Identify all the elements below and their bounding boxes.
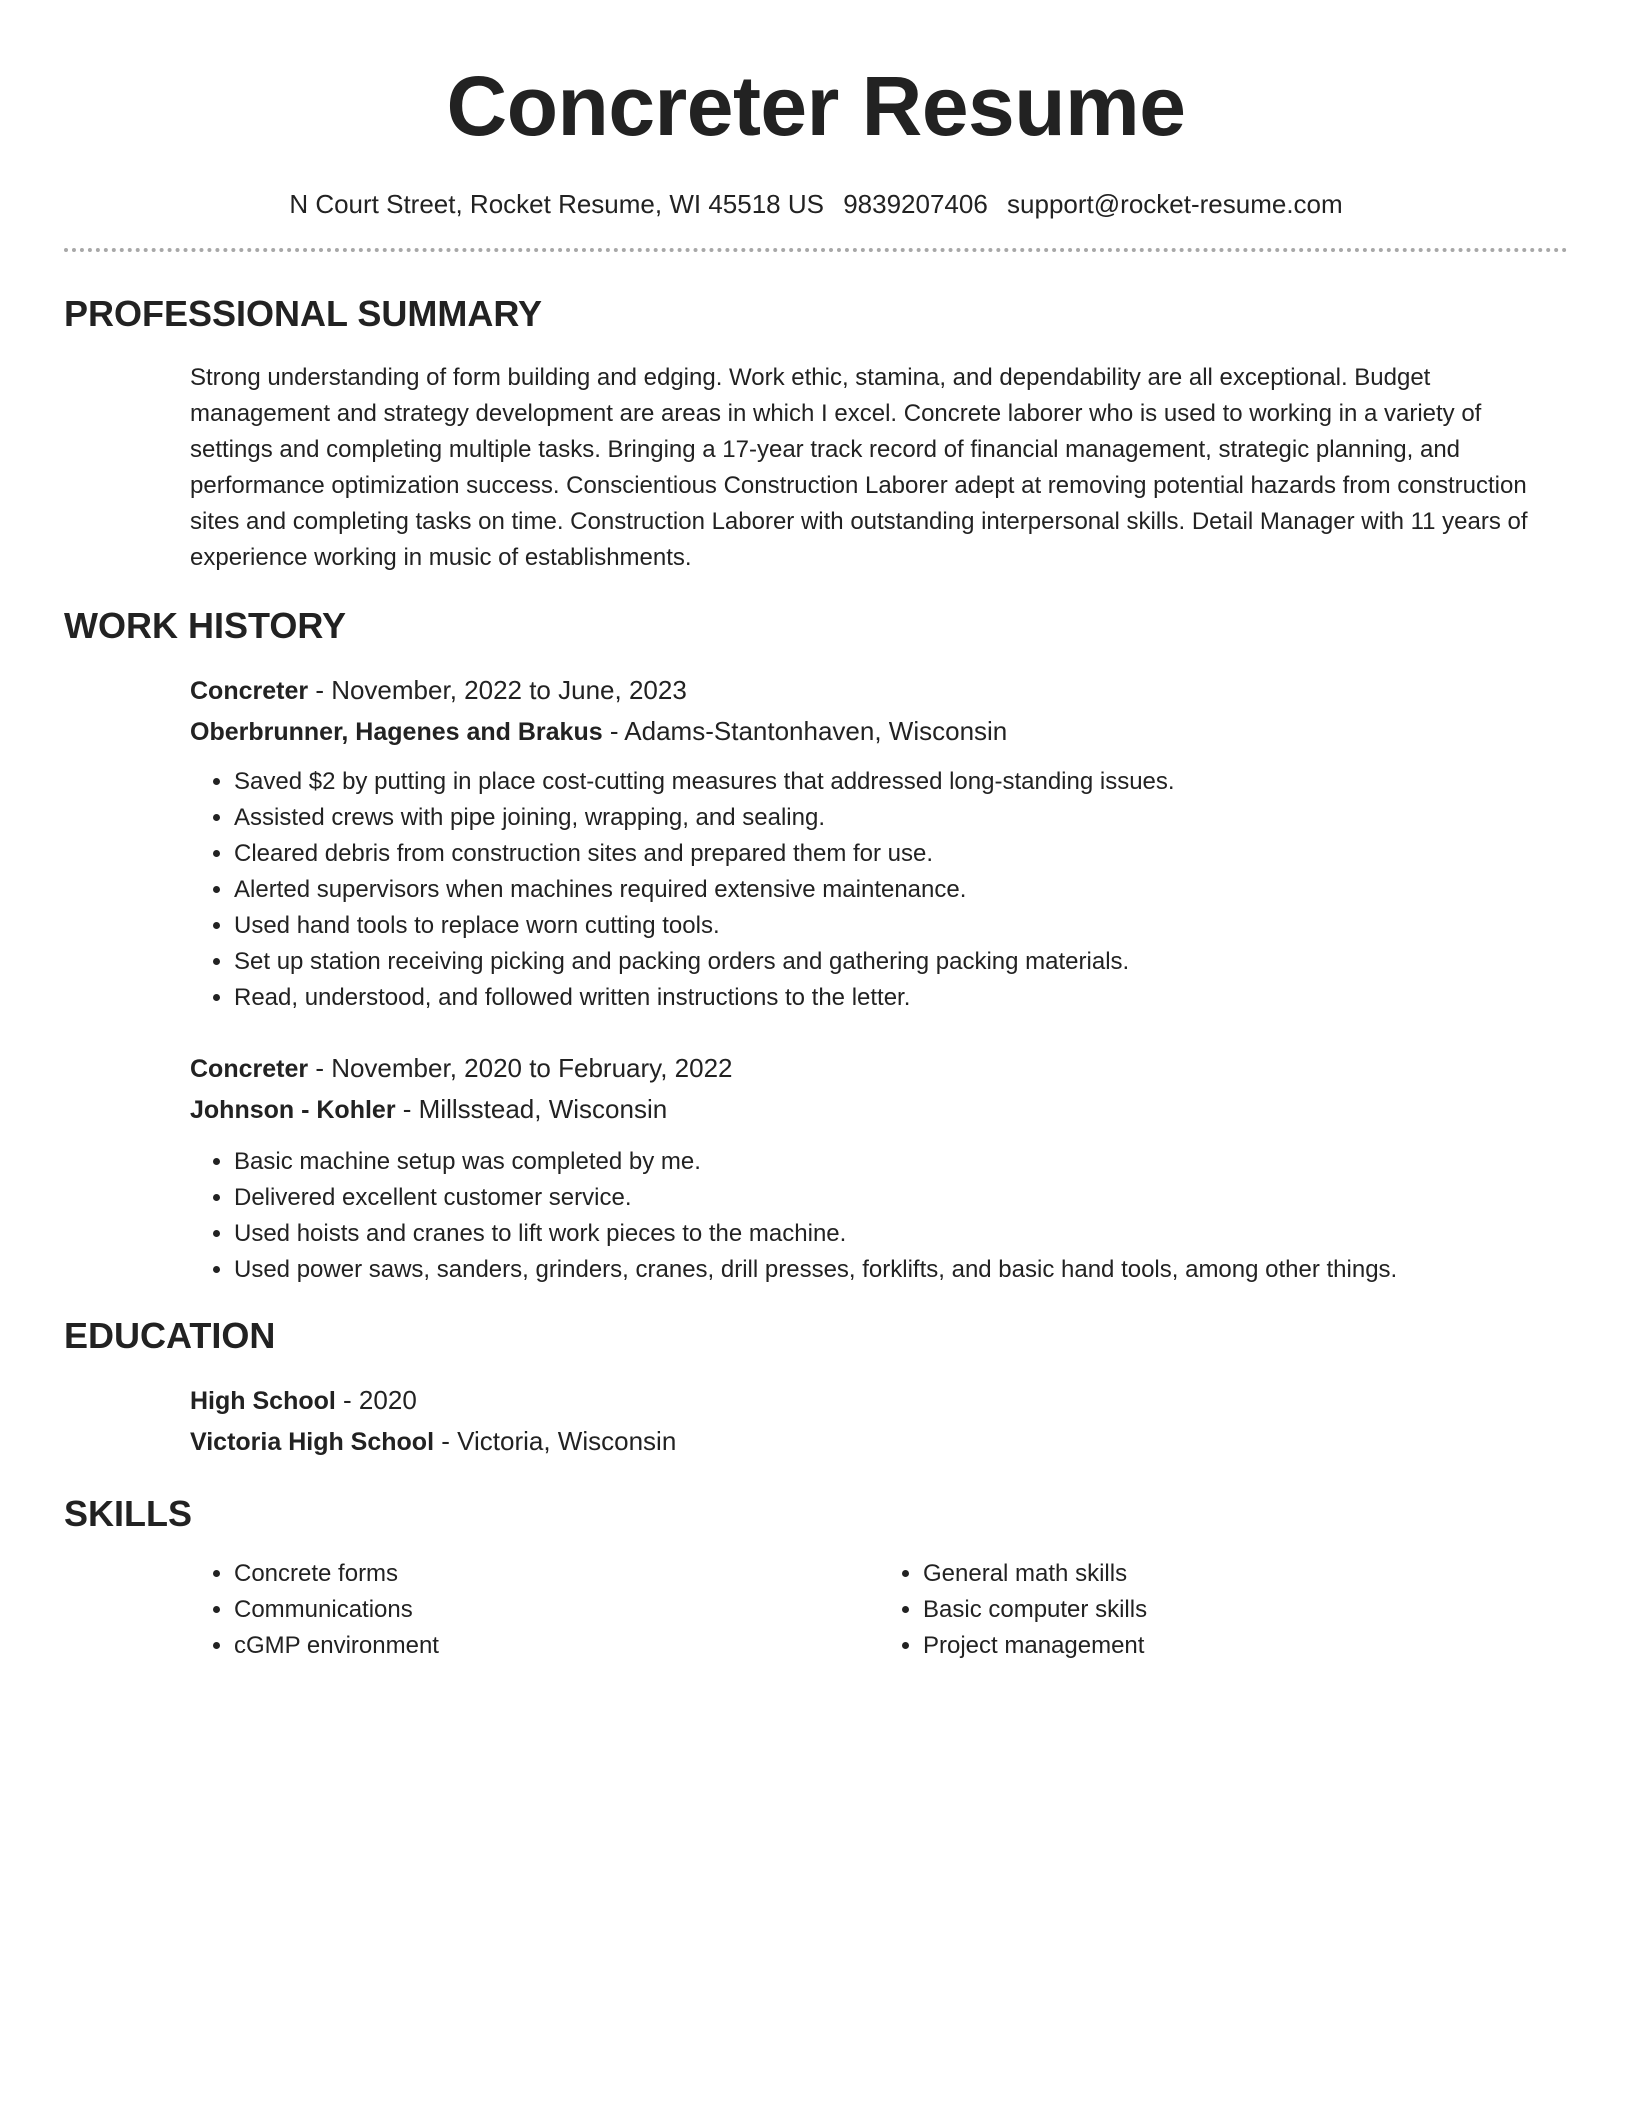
header-divider bbox=[64, 248, 1568, 252]
job-duty: • Used power saws, sanders, grinders, cranes, drill presses, forklifts, and basic hand tools, among other things. bbox=[234, 1252, 1568, 1288]
contact-email: support@rocket-resume.com bbox=[1007, 189, 1343, 219]
job-duty: • Cleared debris from construction sites and prepared them for use. bbox=[234, 836, 1568, 872]
skill-item: • General math skills bbox=[923, 1556, 1568, 1592]
education-school-line bbox=[190, 1421, 1568, 1462]
skill-item: • Concrete forms bbox=[234, 1556, 879, 1592]
job-duty: • Assisted crews with pipe joining, wrapping, and sealing. bbox=[234, 800, 1568, 836]
skills-list-right bbox=[879, 1556, 1568, 1664]
job-company: Oberbrunner, Hagenes and Brakus bbox=[190, 718, 603, 746]
skill-item: • Project management bbox=[923, 1628, 1568, 1664]
skills-section bbox=[64, 1492, 1568, 1664]
job-duty: • Saved $2 by putting in place cost-cutting measures that addressed long-standing issues. bbox=[234, 764, 1568, 800]
job-title: Concreter bbox=[190, 1055, 309, 1083]
summary-heading: PROFESSIONAL SUMMARY bbox=[64, 293, 543, 334]
job-duties-list bbox=[190, 764, 1568, 1016]
education-degree: High School bbox=[190, 1387, 336, 1415]
education-year: - 2020 bbox=[335, 1385, 417, 1415]
education-degree-line bbox=[190, 1380, 1568, 1421]
job-duty: • Used hoists and cranes to lift work pieces to the machine. bbox=[234, 1216, 1568, 1252]
job-duty: • Used hand tools to replace worn cutting tools. bbox=[234, 908, 1568, 944]
job-company-line bbox=[190, 1089, 1568, 1130]
education-location: - Victoria, Wisconsin bbox=[434, 1426, 677, 1456]
job-duty: • Basic machine setup was completed by me. bbox=[234, 1144, 1568, 1180]
job-duty: • Read, understood, and followed written instructions to the letter. bbox=[234, 980, 1568, 1016]
job-title-line bbox=[190, 1048, 1568, 1089]
job-location: - Adams-Stantonhaven, Wisconsin bbox=[602, 716, 1008, 746]
education-section bbox=[64, 1314, 1568, 1462]
contact-phone: 9839207406 bbox=[843, 189, 988, 219]
skills-heading: SKILLS bbox=[64, 1493, 193, 1534]
job-duty: • Set up station receiving picking and packing orders and gathering packing materials. bbox=[234, 944, 1568, 980]
resume-page bbox=[64, 0, 1568, 1664]
work-history-section bbox=[64, 604, 1568, 1288]
job-duty: • Alerted supervisors when machines required extensive maintenance. bbox=[234, 872, 1568, 908]
job-entry bbox=[190, 1048, 1568, 1288]
resume-title: Concreter Resume bbox=[446, 59, 1186, 153]
summary-text: Strong understanding of form building and edging. Work ethic, stamina, and dependability are all exceptional. Budget management and strategy development are areas in which I excel. Concrete laborer who is used to working in a variety of settings and completing multiple tasks. Bringing a 17-year track record of financial management, strategic planning, and performance optimization success. Conscientious Construction Laborer adept at removing potential hazards from construction sites and completing tasks on time. Construction Laborer with outstanding interpersonal skills. Detail Manager with 11 years of experience working in music of establishments. bbox=[190, 364, 1528, 571]
skills-list-left bbox=[190, 1556, 879, 1664]
education-school: Victoria High School bbox=[190, 1428, 435, 1456]
job-duty: • Delivered excellent customer service. bbox=[234, 1180, 1568, 1216]
job-entry bbox=[190, 670, 1568, 1016]
job-title-line bbox=[190, 670, 1568, 711]
job-duties-list bbox=[190, 1144, 1568, 1288]
job-dates: - November, 2022 to June, 2023 bbox=[308, 675, 687, 705]
work-history-heading: WORK HISTORY bbox=[64, 605, 347, 646]
job-company: Johnson - Kohler bbox=[190, 1096, 396, 1124]
skill-item: • cGMP environment bbox=[234, 1628, 879, 1664]
skill-item: • Basic computer skills bbox=[923, 1592, 1568, 1628]
education-heading: EDUCATION bbox=[64, 1315, 276, 1356]
job-location: - Millsstead, Wisconsin bbox=[395, 1094, 668, 1124]
job-dates: - November, 2020 to February, 2022 bbox=[308, 1053, 733, 1083]
job-title: Concreter bbox=[190, 677, 309, 705]
job-company-line bbox=[190, 711, 1568, 752]
skill-item: • Communications bbox=[234, 1592, 879, 1628]
summary-section bbox=[64, 292, 1568, 576]
contact-address: N Court Street, Rocket Resume, WI 45518 US bbox=[289, 189, 824, 219]
contact-line bbox=[64, 186, 1568, 222]
